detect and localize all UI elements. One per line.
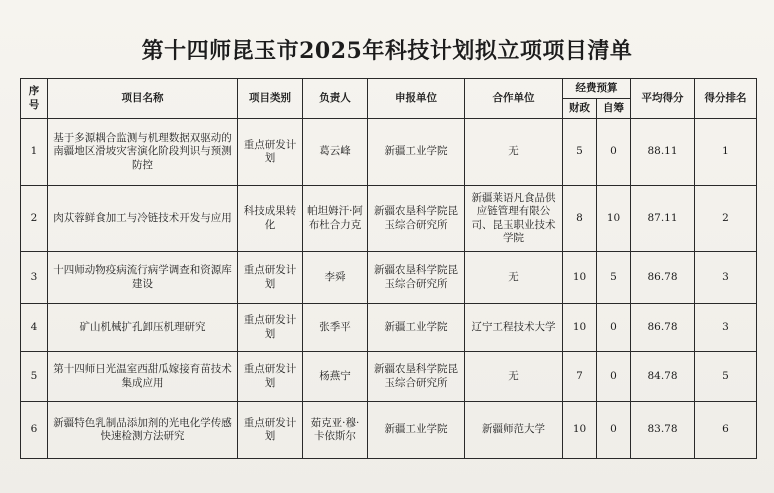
cell-leader: 茹克亚·穆·卡依斯尔 — [303, 402, 368, 459]
document-title: 第十四师昆玉市2025年科技计划拟立项项目清单 — [141, 38, 633, 64]
cell-seq: 6 — [21, 402, 48, 459]
cell-partner: 新疆师范大学 — [465, 402, 563, 459]
project-table — [20, 78, 757, 459]
cell-name: 矿山机械扩孔卸压机理研究 — [48, 304, 238, 352]
header-applicant: 申报单位 — [368, 79, 465, 119]
header-partner: 合作单位 — [465, 79, 563, 119]
table-row — [21, 402, 757, 459]
cell-applicant: 新疆农垦科学院昆玉综合研究所 — [368, 352, 465, 402]
cell-applicant: 新疆工业学院 — [368, 402, 465, 459]
cell-finance: 10 — [563, 252, 597, 304]
cell-partner: 辽宁工程技术大学 — [465, 304, 563, 352]
cell-category: 科技成果转化 — [238, 186, 303, 252]
cell-self: 0 — [597, 119, 631, 186]
cell-category: 重点研发计划 — [238, 352, 303, 402]
table-row — [21, 186, 757, 252]
cell-leader: 葛云峰 — [303, 119, 368, 186]
cell-self: 0 — [597, 304, 631, 352]
cell-finance: 7 — [563, 352, 597, 402]
table-row — [21, 119, 757, 186]
cell-applicant: 新疆工业学院 — [368, 304, 465, 352]
header-budget: 经费预算 — [563, 79, 631, 99]
cell-rank: 6 — [695, 402, 757, 459]
cell-applicant: 新疆工业学院 — [368, 119, 465, 186]
cell-rank: 2 — [695, 186, 757, 252]
cell-partner: 新疆莱语凡食品供应链管理有限公司、昆玉职业技术学院 — [465, 186, 563, 252]
cell-leader: 帕坦姆汗·阿布杜合力克 — [303, 186, 368, 252]
table-row — [21, 252, 757, 304]
cell-leader: 张季平 — [303, 304, 368, 352]
cell-partner: 无 — [465, 119, 563, 186]
table-row — [21, 304, 757, 352]
cell-self: 10 — [597, 186, 631, 252]
table-row — [21, 352, 757, 402]
cell-finance: 8 — [563, 186, 597, 252]
cell-finance: 10 — [563, 402, 597, 459]
header-budget-self: 自筹 — [597, 99, 631, 119]
cell-avg-score: 83.78 — [631, 402, 695, 459]
cell-category: 重点研发计划 — [238, 304, 303, 352]
cell-seq: 4 — [21, 304, 48, 352]
cell-category: 重点研发计划 — [238, 119, 303, 186]
cell-self: 0 — [597, 402, 631, 459]
cell-seq: 1 — [21, 119, 48, 186]
header-row — [21, 79, 757, 99]
cell-rank: 1 — [695, 119, 757, 186]
cell-name: 第十四师日光温室西甜瓜嫁接育苗技术集成应用 — [48, 352, 238, 402]
cell-seq: 3 — [21, 252, 48, 304]
cell-name: 新疆特色乳制品添加剂的光电化学传感快速检测方法研究 — [48, 402, 238, 459]
cell-avg-score: 88.11 — [631, 119, 695, 186]
cell-name: 十四师动物疫病流行病学调查和资源库建设 — [48, 252, 238, 304]
cell-leader: 杨燕宁 — [303, 352, 368, 402]
cell-self: 5 — [597, 252, 631, 304]
cell-self: 0 — [597, 352, 631, 402]
cell-partner: 无 — [465, 252, 563, 304]
cell-finance: 10 — [563, 304, 597, 352]
cell-seq: 5 — [21, 352, 48, 402]
cell-rank: 3 — [695, 304, 757, 352]
cell-avg-score: 87.11 — [631, 186, 695, 252]
cell-rank: 3 — [695, 252, 757, 304]
cell-category: 重点研发计划 — [238, 252, 303, 304]
cell-applicant: 新疆农垦科学院昆玉综合研究所 — [368, 252, 465, 304]
header-leader: 负责人 — [303, 79, 368, 119]
cell-name: 基于多源耦合监测与机理数据双驱动的南疆地区滑坡灾害演化阶段判识与预测防控 — [48, 119, 238, 186]
cell-avg-score: 84.78 — [631, 352, 695, 402]
header-seq: 序号 — [21, 79, 48, 119]
header-rank: 得分排名 — [695, 79, 757, 119]
cell-partner: 无 — [465, 352, 563, 402]
cell-seq: 2 — [21, 186, 48, 252]
cell-finance: 5 — [563, 119, 597, 186]
cell-avg-score: 86.78 — [631, 252, 695, 304]
cell-applicant: 新疆农垦科学院昆玉综合研究所 — [368, 186, 465, 252]
header-category: 项目类别 — [238, 79, 303, 119]
cell-rank: 5 — [695, 352, 757, 402]
header-budget-finance: 财政 — [563, 99, 597, 119]
cell-leader: 李舜 — [303, 252, 368, 304]
cell-name: 肉苁蓉鲜食加工与冷链技术开发与应用 — [48, 186, 238, 252]
header-avg-score: 平均得分 — [631, 79, 695, 119]
cell-avg-score: 86.78 — [631, 304, 695, 352]
header-name: 项目名称 — [48, 79, 238, 119]
cell-category: 重点研发计划 — [238, 402, 303, 459]
